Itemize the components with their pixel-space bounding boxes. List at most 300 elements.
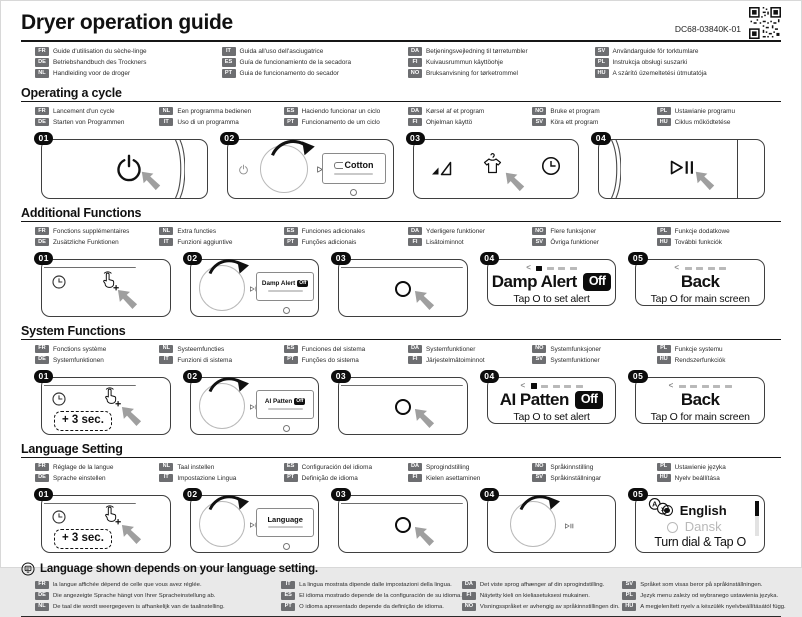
language-label: Bruksanvisning for tørketrommel [426,69,518,77]
language-code-badge: ES [284,345,298,353]
pagination-dot [713,385,720,388]
language-label: Ustawienie języka [674,463,726,471]
language-label: Funções adicionais [301,238,357,246]
operating-steps [38,133,765,199]
o-button-mini-icon [350,189,357,196]
language-entry [657,463,781,471]
language-label: Taal instellen [177,463,215,471]
pagination-dot [725,385,732,388]
cursor-pointer-icon [411,405,438,432]
o-button-mini-icon [283,307,290,314]
screen-title: Back [680,271,720,291]
language-label: De taal die wordt weergegeven is afhankelijk van de taalinstelling. [53,604,225,611]
language-label: Nyelv beállítása [674,474,720,482]
language-column [284,106,408,128]
language-code-badge: DE [35,58,49,66]
rotate-arrow-icon [204,253,252,277]
language-label: Guía de funcionamiento de la secadora [239,58,352,66]
language-entry [622,581,785,589]
language-column [284,462,408,484]
language-option-unselected [636,519,752,535]
display-subtext-bar [268,290,303,293]
cursor-pointer-icon [118,403,145,430]
language-code-badge: IT [222,47,236,55]
power-icon [238,164,249,175]
language-label: Systemfunktioner [425,345,476,353]
step-number-badge: 02 [220,132,239,146]
operating-language-grid [35,106,781,128]
pagination-dot [576,385,583,388]
language-code-badge: DA [408,107,422,115]
language-code-badge: PT [222,69,236,77]
scrollbar-thumb [755,501,759,516]
language-label: Een programma bedienen [177,107,252,115]
o-button-mini-icon [283,543,290,550]
language-entry [159,107,283,115]
language-entry [408,345,532,353]
language-code-badge: ES [284,107,298,115]
section-title-operating: Operating a cycle [21,85,122,100]
display-cycle-name: Cotton [344,160,374,171]
pagination-dot [690,385,697,388]
language-entry [532,118,656,126]
pagination-dot [679,385,686,388]
language-code-badge: PL [622,592,636,600]
section-title-system: System Functions [21,323,126,338]
section-rule [21,339,781,340]
language-entry [408,238,532,246]
language-entry [159,463,283,471]
language-step5-select-screen [632,489,765,553]
language-label: Yderligere funktioner [425,227,485,235]
language-column [657,106,781,128]
language-code-badge: DA [408,463,422,471]
header-language-grid [35,46,781,79]
language-label: Övriga funktioner [550,238,599,246]
pagination-dot [570,267,577,270]
language-code-badge: SV [532,356,546,364]
language-entry [281,581,462,589]
language-entry [408,227,532,235]
language-label: Språket som visas beror på språkinställningen. [640,582,763,589]
display-note-icon [21,562,35,576]
language-entry [532,238,656,246]
model-number: DC68-03840K-01 [674,24,741,34]
pagination-dot [564,385,571,388]
language-entry [284,238,408,246]
language-label: Visningsspråket er avhengig av språkinnstillingen din. [479,604,620,611]
language-column [532,462,656,484]
display-language [256,508,314,537]
step-number-badge: 01 [34,488,53,502]
o-button-mini-icon [283,425,290,432]
language-code-badge: SV [532,238,546,246]
screen-pagination [674,265,726,272]
clock-icon [51,391,67,407]
screen-title: AI Patten [499,389,569,409]
language-code-badge: PT [281,603,295,611]
language-label: Réglage de la langue [53,463,114,471]
radio-selected-icon [662,505,673,516]
language-column [408,106,532,128]
footer-rule [21,616,781,617]
language-label: Extra functies [177,227,217,235]
step-number-badge: 02 [183,370,202,384]
footer-note-text: Language shown depends on your language setting. [40,562,318,575]
pagination-dot [719,267,726,270]
operating-step2-dial-panel [224,133,394,199]
pagination-dot-active [531,383,537,389]
language-entry [284,474,408,482]
language-entry [222,69,409,77]
rotate-arrow-icon [204,489,252,513]
language-column [408,344,532,366]
language-code-badge: DA [408,47,422,55]
language-entry [284,345,408,353]
clock-icon [51,509,67,525]
language-column [281,580,462,613]
language-entry [595,47,782,55]
language-label: Funcionamento de um ciclo [301,118,380,126]
language-column [408,46,595,79]
language-entry [35,603,281,611]
step-number-badge: 04 [480,252,499,266]
language-label: Betjeningsvejledning til tørretumbler [426,47,528,55]
language-option-label: Dansk [684,518,722,534]
language-entry [35,581,281,589]
additional-step2-dial-panel [187,253,320,317]
language-column [35,226,159,248]
language-step3-obutton-panel [335,489,468,553]
language-entry [657,474,781,482]
language-entry [35,345,159,353]
language-label: Sprache einstellen [53,474,106,482]
pagination-dot [685,267,692,270]
pagination-back-arrow: < [668,381,674,391]
additional-steps [38,253,765,317]
language-code-badge: NL [159,107,173,115]
language-code-badge: NL [159,227,173,235]
language-column [622,580,785,613]
language-label: Rendszerfunkciók [674,356,726,364]
language-code-badge: NL [35,603,49,611]
language-label: Systemfunktioner [550,356,600,364]
language-label: Användarguide för torktumlare [612,47,699,55]
language-label: Guide d'utilisation du sèche-linge [53,47,147,55]
language-code-badge: HU [622,603,636,611]
language-code-badge: FR [35,227,49,235]
language-code-badge: PL [657,345,671,353]
language-entry [35,356,159,364]
language-code-badge: DE [35,118,49,126]
screen-pagination [520,383,582,390]
language-label: Köra ett program [550,118,599,126]
language-label: Die angezeigte Sprache hängt von Ihrer Spracheinstellung ab. [53,593,216,600]
section-rule [21,221,781,222]
language-label: Kørsel af et program [425,107,485,115]
language-entry [408,463,532,471]
language-label: Bruke et program [550,107,600,115]
language-entry [284,356,408,364]
step-number-badge: 04 [480,370,499,384]
language-column [408,226,532,248]
language-code-badge: FR [35,345,49,353]
language-label: További funkciók [674,238,722,246]
section-language [21,442,781,553]
screen-pagination [526,265,577,272]
pagination-back-arrow: < [520,381,526,391]
language-entry [159,227,283,235]
section-rule [21,101,781,102]
language-column [159,106,283,128]
display-subtext-bar [268,526,303,529]
display-cotton [322,153,386,184]
language-code-badge: FI [408,238,422,246]
language-entry [657,118,781,126]
language-entry [284,107,408,115]
radio-unselected-icon [667,522,678,533]
display-subtext-bar [268,408,303,411]
step-number-badge: 05 [628,370,647,384]
language-code-badge: DA [408,345,422,353]
language-label: Guida all'uso dell'asciugatrice [239,47,324,55]
rotate-arrow-icon [266,133,318,159]
step-number-badge: 04 [591,132,610,146]
language-label: Sprogindstilling [425,463,470,471]
language-entry [35,47,222,55]
step-number-badge: 03 [331,370,350,384]
rotate-arrow-icon [515,489,563,513]
language-label: Funkcje systemu [674,345,723,353]
language-code-badge: ES [284,463,298,471]
step-number-badge: 03 [331,252,350,266]
language-label: Ohjelman käyttö [425,118,473,126]
page-title: Dryer operation guide [21,11,233,34]
language-label: Systemfunksjoner [550,345,602,353]
language-entry [159,356,283,364]
language-entry [159,474,283,482]
dry-level-icon [428,159,454,177]
language-label: Fonctions système [53,345,107,353]
additional-step3-obutton-panel [335,253,468,317]
language-label: Språkinnstilling [550,463,594,471]
language-entry [35,238,159,246]
language-code-badge: DA [408,227,422,235]
screen-title: Back [680,389,720,409]
language-column [35,344,159,366]
screen-hint: Tap O for main screen [650,410,750,423]
language-code-badge: DE [35,474,49,482]
language-code-badge: NL [159,463,173,471]
cursor-pointer-icon [138,168,164,194]
language-label: Starten von Programmen [53,118,125,126]
language-label: Det viste sprog afhænger af din sprogindstilling. [479,582,605,589]
language-code-badge: SV [532,118,546,126]
panel-shelf-line [44,267,136,268]
panel-shelf-line [44,503,136,504]
panel-divider [737,140,738,198]
language-code-badge: PT [284,474,298,482]
language-code-badge: SV [532,474,546,482]
language-option-selected [636,503,752,519]
language-code-badge: PL [595,58,609,66]
language-entry [532,107,656,115]
language-entry [35,58,222,66]
language-code-badge: DE [35,238,49,246]
language-code-badge: FI [408,118,422,126]
language-label: Lisätoiminnot [425,238,464,246]
language-code-badge: FR [35,107,49,115]
language-code-badge: ES [281,592,295,600]
section-additional [21,206,781,317]
door-curve-icon [173,140,185,198]
screen-hint: Tap O for main screen [650,292,750,305]
display-ai-patten [256,390,314,419]
language-code-badge: IT [159,474,173,482]
language-entry [284,227,408,235]
language-entry [159,345,283,353]
pagination-dot [702,385,709,388]
language-code-badge: FI [408,58,422,66]
language-column [35,106,159,128]
screen-hint: Turn dial & Tap O [654,534,746,549]
language-code-badge: HU [657,118,671,126]
language-column [35,462,159,484]
language-code-badge: SV [595,47,609,55]
language-entry [622,592,785,600]
language-entry [408,356,532,364]
pagination-dot-active [536,266,542,272]
system-step4-aipatten-screen [484,371,617,424]
language-code-badge: SV [622,581,636,589]
step-number-badge: 02 [183,252,202,266]
section-title-language: Language Setting [21,441,123,456]
pagination-dot [558,267,565,270]
language-step2-dial-panel [187,489,320,553]
display-state-chip: Off [296,398,304,405]
language-entry [595,58,782,66]
language-entry [532,463,656,471]
operating-step3-options-panel [410,133,580,199]
language-step1-hold-panel [38,489,171,553]
pagination-dot [696,267,703,270]
language-code-badge: FR [35,47,49,55]
cursor-pointer-icon [411,287,438,314]
language-column [595,46,782,79]
screen-pagination [669,383,732,390]
garment-mini-icon [334,162,343,169]
language-entry [35,227,159,235]
o-button-icon [395,281,411,297]
language-entry [284,118,408,126]
additional-step1-touch-panel [38,253,171,317]
language-label: Järjestelmätoiminnot [425,356,485,364]
language-column [462,580,622,613]
hold-3sec-label: + 3 sec. [54,411,112,431]
cursor-pointer-icon [692,168,718,194]
step-number-badge: 01 [34,370,53,384]
language-entry [35,69,222,77]
language-code-badge: NL [159,345,173,353]
language-column [657,462,781,484]
language-code-badge: NO [408,69,422,77]
language-entry [284,463,408,471]
language-entry [222,58,409,66]
language-entry [462,581,622,589]
language-code-badge: ES [284,227,298,235]
language-code-badge: HU [657,474,671,482]
cursor-pointer-icon [502,169,528,195]
language-code-badge: FR [35,463,49,471]
language-code-badge: PL [657,107,671,115]
step-number-badge: 01 [34,132,53,146]
footer-language-grid [35,580,786,613]
language-code-badge: PT [284,238,298,246]
language-code-badge: FI [408,356,422,364]
hold-3sec-label: + 3 sec. [54,529,112,549]
language-label: Fonctions supplémentaires [53,227,130,235]
cursor-pointer-icon [118,521,145,548]
step-number-badge: 03 [331,488,350,502]
step-number-badge: 02 [183,488,202,502]
language-entry [159,238,283,246]
scrollbar [755,501,759,536]
language-label: Kuivausrummun käyttöohje [426,58,504,66]
language-entry [281,603,462,611]
display-function-name: Language [267,514,303,524]
language-label: Impostazione Lingua [177,474,237,482]
state-chip: Off [575,391,604,408]
language-entry [657,238,781,246]
system-step5-back-screen [632,371,765,424]
language-label: Język menu zależy od wybranego ustawienia języka. [640,593,779,600]
language-entry [408,47,595,55]
language-column [532,344,656,366]
operating-step4-start-panel [595,133,765,199]
language-entry [462,603,622,611]
step-number-badge: 05 [628,488,647,502]
language-label: Funciones del sistema [301,345,366,353]
language-code-badge: FR [35,581,49,589]
clock-icon [51,274,67,290]
language-code-badge: NO [532,227,546,235]
language-column [284,344,408,366]
language-column [159,344,283,366]
pagination-back-arrow: < [674,263,679,273]
language-setting-language-grid [35,462,781,484]
language-code-badge: FI [408,474,422,482]
language-code-badge: PT [284,118,298,126]
language-label: Lancement d'un cycle [53,107,115,115]
language-column [222,46,409,79]
additional-step4-dampalert-screen [484,253,617,306]
language-label: la langue affichée dépend de celle que vous avez réglée. [53,582,202,589]
footer-note [21,562,781,576]
system-step1-hold-panel [38,371,171,435]
language-code-badge: PT [284,356,298,364]
language-entry [35,107,159,115]
cursor-pointer-icon [411,523,438,550]
language-label: Funções do sistema [301,356,359,364]
pagination-dot [541,385,548,388]
language-option-list [636,503,752,536]
language-code-badge: NL [35,69,49,77]
play-pause-icon [564,522,574,530]
screen-hint: Tap O to set alert [513,410,590,423]
language-label: Betriebshandbuch des Trockners [53,58,147,66]
language-label: Funciones adicionales [301,227,365,235]
panel-shelf-line [341,503,463,504]
